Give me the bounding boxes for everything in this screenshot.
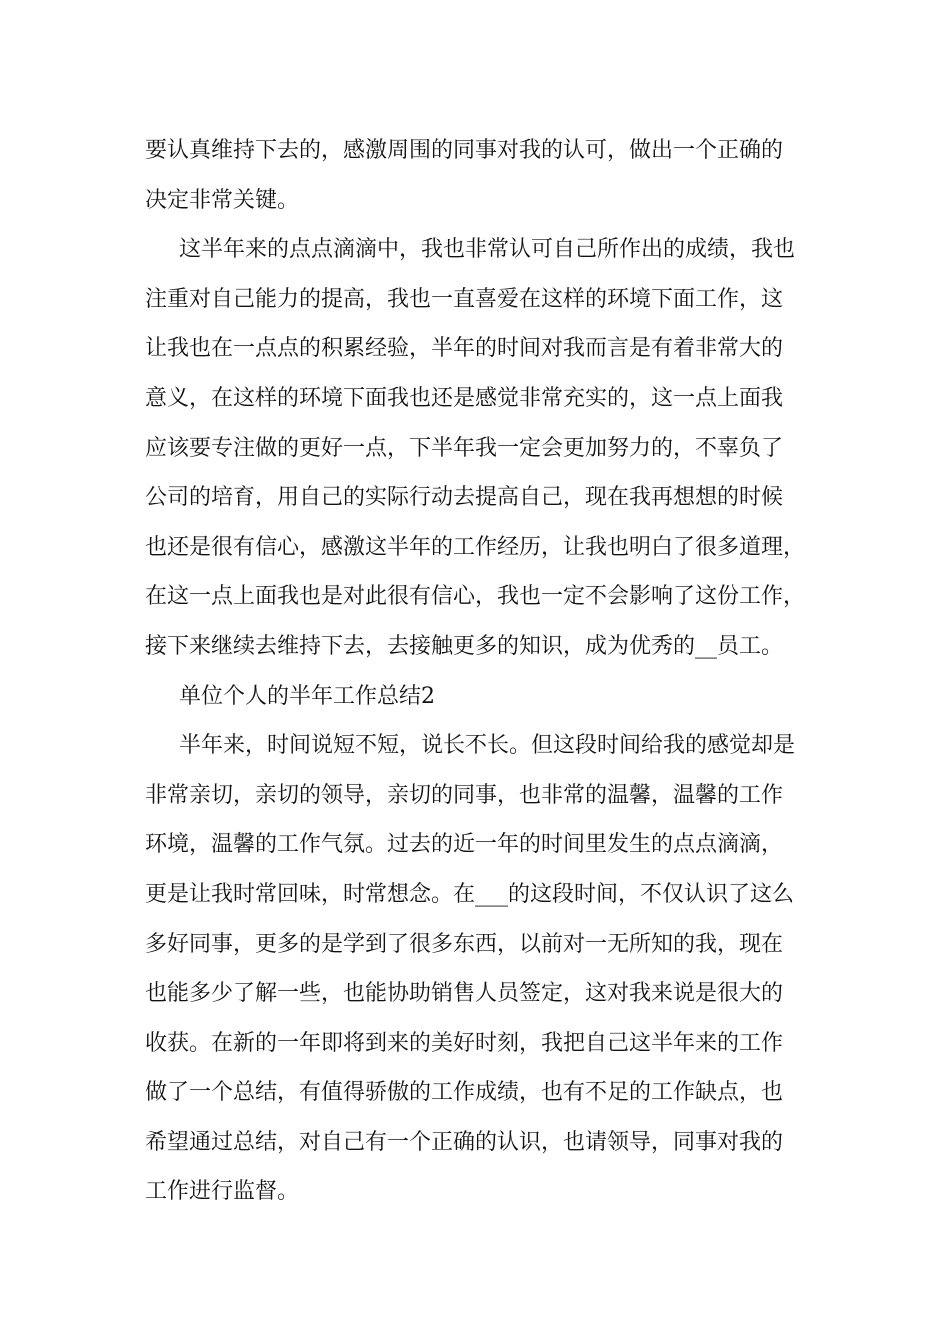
- text-line: 半年来，时间说短不短，说长不长。但这段时间给我的感觉却是: [179, 733, 796, 759]
- text-line: 更是让我时常回味，时常想念。在___的这段时间，不仅认识了这么: [145, 881, 795, 907]
- text-line: 非常亲切，亲切的领导，亲切的同事，也非常的温馨，温馨的工作: [145, 782, 784, 808]
- text-line: 意义，在这样的环境下面我也还是感觉非常充实的，这一点上面我: [145, 385, 784, 411]
- text-line: 多好同事，更多的是学到了很多东西，以前对一无所知的我，现在: [145, 931, 784, 957]
- text-line: 做了一个总结，有值得骄傲的工作成绩，也有不足的工作缺点，也: [145, 1080, 784, 1106]
- text-line: 公司的培育，用自己的实际行动去提高自己，现在我再想想的时候: [145, 485, 784, 511]
- document-body: [145, 126, 825, 1217]
- text-line: 也能多少了解一些，也能协助销售人员签定，这对我来说是很大的: [145, 981, 784, 1007]
- text-line: 要认真维持下去的，感激周围的同事对我的认可，做出一个正确的: [145, 138, 784, 163]
- text-line: 让我也在一点点的积累经验，半年的时间对我而言是有着非常大的: [145, 336, 784, 362]
- text-line: 决定非常关键。: [145, 187, 300, 213]
- text-line: 应该要专注做的更好一点，下半年我一定会更加努力的，不辜负了: [145, 435, 784, 461]
- text-line: 工作进行监督。: [145, 1179, 300, 1205]
- text-line: 单位个人的半年工作总结2: [179, 683, 435, 709]
- text-line: 在这一点上面我也是对此很有信心，我也一定不会影响了这份工作，: [145, 584, 806, 610]
- text-line: 注重对自己能力的提高，我也一直喜爱在这样的环境下面工作，这: [145, 286, 784, 312]
- text-line: 希望通过总结，对自己有一个正确的认识，也请领导，同事对我的: [145, 1129, 784, 1155]
- text-line: 这半年来的点点滴滴中，我也非常认可自己所作出的成绩，我也: [179, 237, 796, 263]
- text-line: 环境，温馨的工作气氛。过去的近一年的时间里发生的点点滴滴，: [145, 832, 784, 858]
- text-line: 也还是很有信心，感激这半年的工作经历，让我也明白了很多道理，: [145, 534, 806, 560]
- text-line: 接下来继续去维持下去，去接触更多的知识，成为优秀的__员工。: [145, 633, 784, 659]
- text-line: 收获。在新的一年即将到来的美好时刻，我把自己这半年来的工作: [145, 1030, 784, 1056]
